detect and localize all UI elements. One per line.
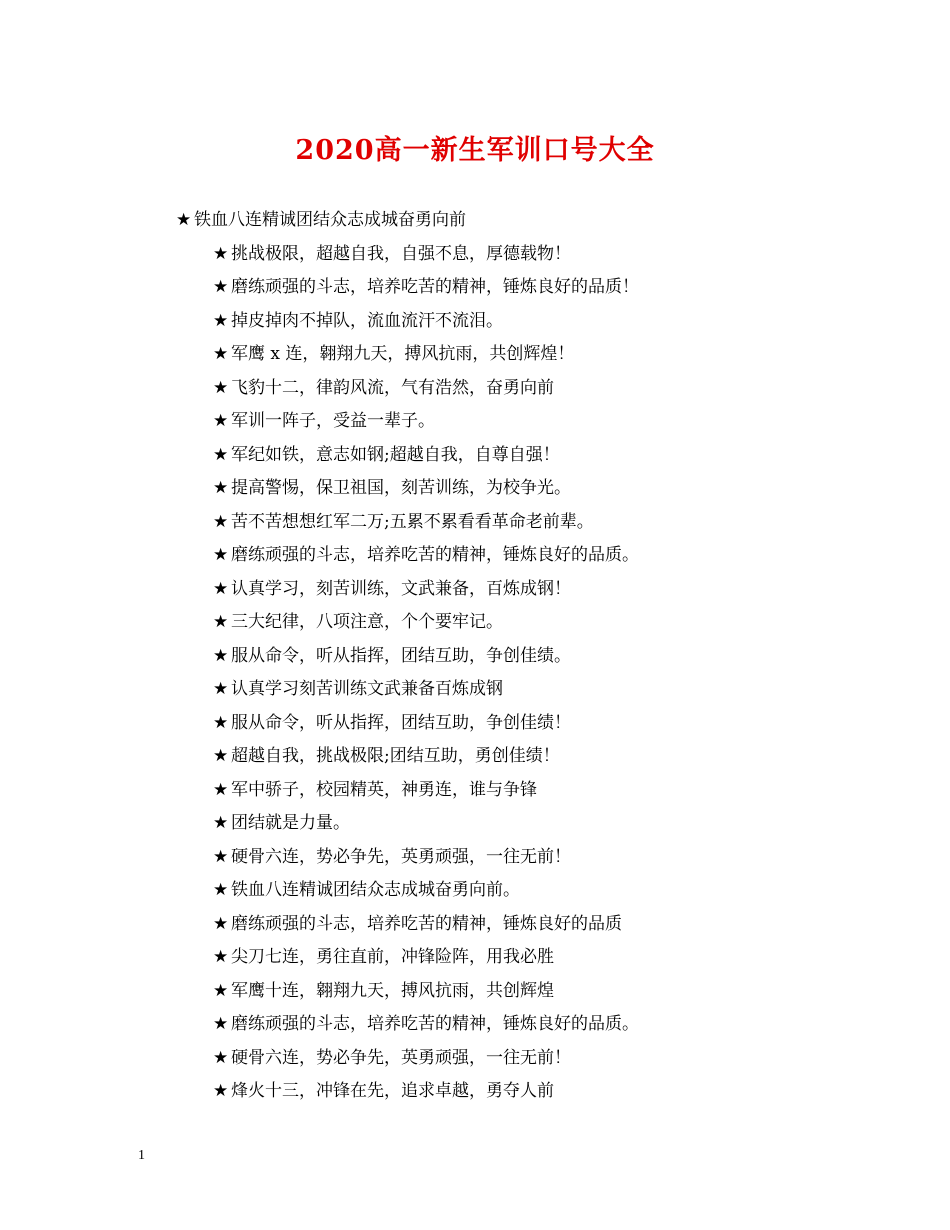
slogan-text: 磨练顽强的斗志，培养吃苦的精神，锤炼良好的品质 bbox=[231, 913, 622, 934]
slogan-line bbox=[0, 271, 950, 305]
slogan-text: 磨练顽强的斗志，培养吃苦的精神，锤炼良好的品质。 bbox=[231, 1014, 639, 1034]
slogan-line bbox=[0, 305, 950, 339]
slogan-line bbox=[0, 506, 950, 540]
star-bullet-icon: ★ bbox=[213, 310, 229, 331]
document-title: 2020高一新生军训口号大全 bbox=[295, 135, 655, 166]
slogan-text: 硬骨六连，势必争先，英勇顽强，一往无前！ bbox=[231, 1047, 571, 1068]
slogan-text: 飞豹十二，律韵风流，气有浩然，奋勇向前 bbox=[231, 377, 554, 398]
star-bullet-icon: ★ bbox=[213, 813, 229, 833]
slogan-text: 军鹰 x 连，翱翔九天，搏风抗雨，共创辉煌！ bbox=[231, 344, 575, 364]
slogan-text: 服从命令，听从指挥，团结互助，争创佳绩。 bbox=[231, 645, 571, 666]
star-bullet-icon: ★ bbox=[213, 277, 229, 297]
slogan-text: 铁血八连精诚团结众志成城奋勇向前 bbox=[194, 210, 466, 230]
star-bullet-icon: ★ bbox=[213, 1081, 229, 1101]
slogan-text: 军鹰十连，翱翔九天，搏风抗雨，共创辉煌 bbox=[231, 980, 554, 1001]
slogan-line bbox=[0, 1075, 950, 1109]
star-bullet-icon: ★ bbox=[213, 1014, 229, 1034]
star-bullet-icon: ★ bbox=[213, 545, 229, 565]
slogan-text: 认真学习刻苦训练文武兼备百炼成钢 bbox=[231, 679, 503, 699]
slogan-line bbox=[0, 338, 950, 372]
star-bullet-icon: ★ bbox=[213, 243, 229, 264]
slogan-line bbox=[0, 372, 950, 406]
slogan-line bbox=[0, 807, 950, 841]
slogan-text: 磨练顽强的斗志，培养吃苦的精神，锤炼良好的品质。 bbox=[231, 545, 639, 565]
slogan-text: 团结就是力量。 bbox=[231, 813, 350, 833]
star-bullet-icon: ★ bbox=[213, 645, 229, 666]
slogan-text: 军训一阵子，受益一辈子。 bbox=[231, 411, 435, 431]
slogan-line bbox=[0, 673, 950, 707]
slogan-line bbox=[0, 874, 950, 908]
slogan-text: 掉皮掉肉不掉队，流血流汗不流泪。 bbox=[231, 310, 503, 331]
slogan-line bbox=[0, 472, 950, 506]
star-bullet-icon: ★ bbox=[213, 679, 229, 699]
slogan-line bbox=[0, 774, 950, 808]
page-number: 1 bbox=[138, 1148, 145, 1163]
slogan-text: 磨练顽强的斗志，培养吃苦的精神，锤炼良好的品质！ bbox=[231, 277, 639, 297]
slogan-line bbox=[0, 606, 950, 640]
star-bullet-icon: ★ bbox=[213, 1047, 229, 1068]
star-bullet-icon: ★ bbox=[213, 612, 229, 632]
slogan-list bbox=[0, 204, 950, 1109]
slogan-line bbox=[0, 238, 950, 272]
star-bullet-icon: ★ bbox=[176, 210, 192, 230]
star-bullet-icon: ★ bbox=[213, 444, 229, 465]
slogan-line bbox=[0, 640, 950, 674]
slogan-line bbox=[0, 1042, 950, 1076]
star-bullet-icon: ★ bbox=[213, 578, 229, 599]
slogan-line bbox=[0, 573, 950, 607]
slogan-line bbox=[0, 707, 950, 741]
slogan-text: 军纪如铁，意志如钢;超越自我，自尊自强！ bbox=[231, 444, 560, 465]
slogan-text: 尖刀七连，勇往直前，冲锋险阵，用我必胜 bbox=[231, 947, 554, 967]
star-bullet-icon: ★ bbox=[213, 478, 229, 498]
star-bullet-icon: ★ bbox=[213, 746, 229, 766]
star-bullet-icon: ★ bbox=[213, 511, 229, 532]
star-bullet-icon: ★ bbox=[213, 779, 229, 800]
slogan-line bbox=[0, 405, 950, 439]
star-bullet-icon: ★ bbox=[213, 411, 229, 431]
slogan-text: 提高警惕，保卫祖国，刻苦训练，为校争光。 bbox=[231, 478, 571, 498]
slogan-text: 烽火十三，冲锋在先，追求卓越，勇夺人前 bbox=[231, 1081, 554, 1101]
star-bullet-icon: ★ bbox=[213, 377, 229, 398]
slogan-text: 超越自我，挑战极限;团结互助，勇创佳绩！ bbox=[231, 746, 560, 766]
slogan-text: 三大纪律，八项注意，个个要牢记。 bbox=[231, 612, 503, 632]
star-bullet-icon: ★ bbox=[213, 712, 229, 733]
star-bullet-icon: ★ bbox=[213, 947, 229, 967]
slogan-line bbox=[0, 941, 950, 975]
slogan-line bbox=[0, 740, 950, 774]
star-bullet-icon: ★ bbox=[213, 344, 229, 364]
slogan-text: 硬骨六连，势必争先，英勇顽强，一往无前！ bbox=[231, 846, 571, 867]
slogan-text: 挑战极限，超越自我，自强不息，厚德载物！ bbox=[231, 243, 571, 264]
star-bullet-icon: ★ bbox=[213, 980, 229, 1001]
slogan-line bbox=[0, 204, 950, 238]
slogan-text: 认真学习，刻苦训练，文武兼备，百炼成钢！ bbox=[231, 578, 571, 599]
slogan-text: 苦不苦想想红军二万;五累不累看看革命老前辈。 bbox=[231, 511, 594, 532]
slogan-line bbox=[0, 841, 950, 875]
slogan-line bbox=[0, 975, 950, 1009]
slogan-line bbox=[0, 1008, 950, 1042]
slogan-line bbox=[0, 539, 950, 573]
star-bullet-icon: ★ bbox=[213, 913, 229, 934]
slogan-text: 服从命令，听从指挥，团结互助，争创佳绩！ bbox=[231, 712, 571, 733]
slogan-text: 军中骄子，校园精英，神勇连，谁与争锋 bbox=[231, 779, 537, 800]
slogan-line bbox=[0, 439, 950, 473]
star-bullet-icon: ★ bbox=[213, 880, 229, 900]
slogan-text: 铁血八连精诚团结众志成城奋勇向前。 bbox=[231, 880, 520, 900]
star-bullet-icon: ★ bbox=[213, 846, 229, 867]
slogan-line bbox=[0, 908, 950, 942]
